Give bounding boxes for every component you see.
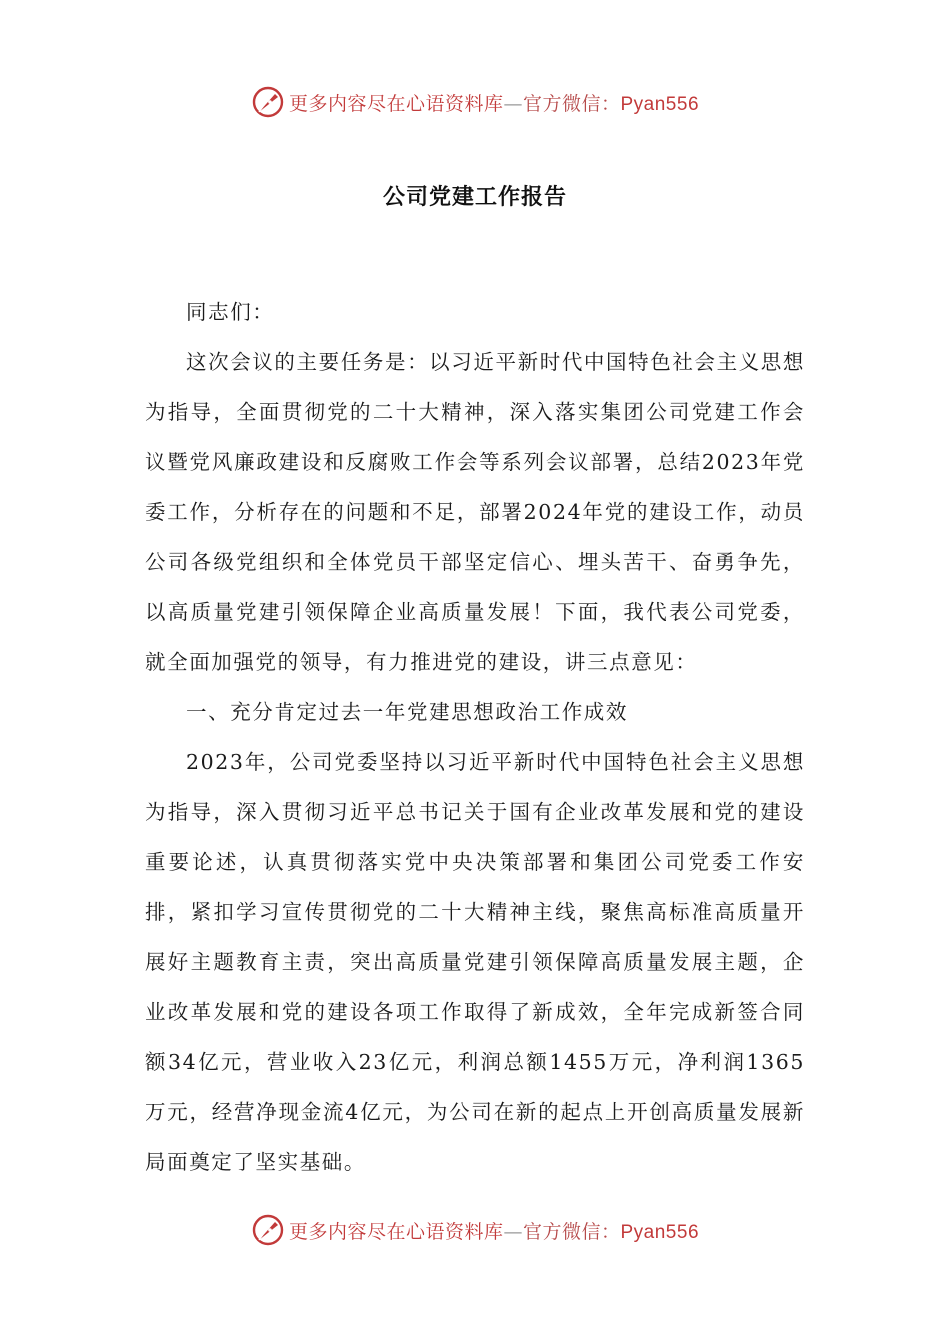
- watermark-dash: —: [503, 1220, 523, 1243]
- document-body: [145, 287, 805, 1187]
- watermark-wechat-label: 官方微信：: [522, 1220, 621, 1243]
- watermark-banner-bottom: [0, 1210, 950, 1250]
- paragraph-intro: 这次会议的主要任务是：以习近平新时代中国特色社会主义思想为指导，全面贯彻党的二十大精神，深入落实集团公司党建工作会议暨党风廉政建设和反腐败工作会等系列会议部署，总结2023年党委工作，分析存在的问题和不足，部署2024年党的建设工作，动员公司各级党组织和全体党员干部坚定信心、埋头苦干、奋勇争先，以高质量党建引领保障企业高质量发展！下面，我代表公司党委，就全面加强党的领导，有力推进党的建设，讲三点意见：: [145, 350, 805, 674]
- watermark-text: [289, 89, 699, 116]
- watermark-wechat-label: 官方微信：: [522, 92, 621, 115]
- quill-logo-icon: [251, 85, 285, 119]
- watermark-text: [289, 1217, 699, 1244]
- paragraph-achievements: 2023年，公司党委坚持以习近平新时代中国特色社会主义思想为指导，深入贯彻习近平总书记关于国有企业改革发展和党的建设重要论述，认真贯彻落实党中央决策部署和集团公司党委工作安排，紧扣学习宣传贯彻党的二十大精神主线，聚焦高标准高质量开展好主题教育主责，突出高质量党建引领保障高质量发展主题，企业改革发展和党的建设各项工作取得了新成效，全年完成新签合同额34亿元，营业收入23亿元，利润总额1455万元，净利润1365万元，经营净现金流4亿元，为公司在新的起点上开创高质量发展新局面奠定了坚实基础。: [145, 750, 805, 1174]
- watermark-main: 更多内容尽在心语资料库: [288, 92, 504, 115]
- section-heading-1: 一、充分肯定过去一年党建思想政治工作成效: [186, 700, 628, 724]
- quill-logo-icon: [251, 1213, 285, 1247]
- watermark-banner-top: [0, 82, 950, 122]
- watermark-wechat-id: Pyan556: [620, 1221, 700, 1243]
- watermark-main: 更多内容尽在心语资料库: [288, 1220, 504, 1243]
- watermark-dash: —: [503, 92, 523, 115]
- salutation: 同志们：: [186, 300, 275, 324]
- watermark-wechat-id: Pyan556: [620, 93, 700, 115]
- document-title: 公司党建工作报告: [382, 185, 567, 210]
